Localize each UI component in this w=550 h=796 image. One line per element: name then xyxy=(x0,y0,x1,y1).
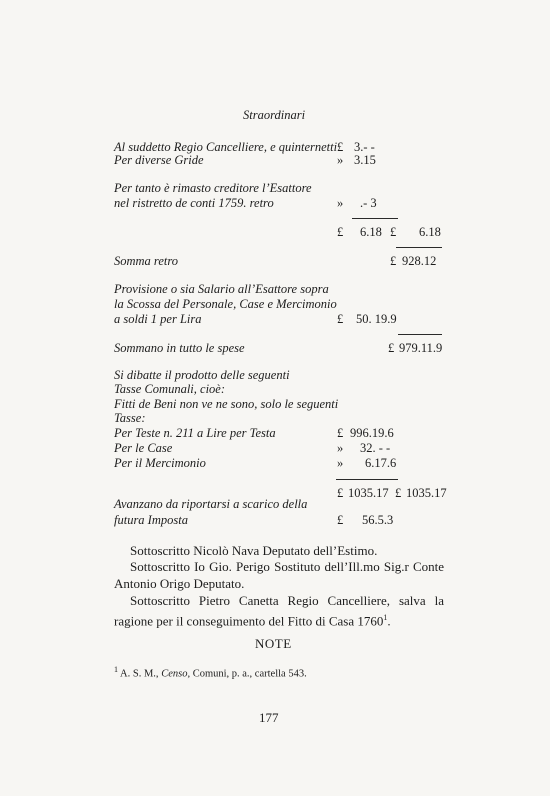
signature-text: Sottoscritto Pietro Canetta Regio Cancelliere, salva la ragione per il conseguimento del Fitto di Casa 1760 xyxy=(114,593,444,629)
ledger-desc: Provisione o sia Salario all’Esattore sopra xyxy=(114,282,329,296)
sum-rule xyxy=(398,334,442,335)
footnote-text-a: A. S. M., xyxy=(120,668,162,680)
ledger-amount: 6.17.6 xyxy=(365,456,397,470)
ledger-desc: Per il Mercimonio xyxy=(114,456,206,470)
ledger-mark: £ xyxy=(337,225,344,239)
ledger-desc: Tasse Comunali, cioè: xyxy=(114,382,225,396)
ledger-total: 1035.17 xyxy=(406,486,447,500)
ledger-desc: Si dibatte il prodotto delle seguenti xyxy=(114,368,290,382)
ledger-mark: £ xyxy=(388,341,395,355)
ledger-mark: £ xyxy=(390,225,397,239)
ledger-desc: Al suddetto Regio Cancelliere, e quinternetti xyxy=(114,140,338,154)
ledger-subtotal: 1035.17 xyxy=(348,486,389,500)
ledger-desc: Per Teste n. 211 a Lire per Testa xyxy=(114,426,276,440)
ledger-mark: £ xyxy=(390,254,397,268)
ledger-desc: nel ristretto de conti 1759. retro xyxy=(114,196,274,210)
signature-paragraph xyxy=(114,592,444,629)
ledger-desc: Per diverse Gride xyxy=(114,153,204,167)
footnote-number: 1 xyxy=(114,665,118,674)
ledger-mark: £ xyxy=(337,426,344,440)
ledger-total: 979.11.9 xyxy=(399,341,443,355)
ledger-mark: » xyxy=(337,196,344,210)
ledger-mark: £ xyxy=(395,486,402,500)
ledger-amount: 56.5.3 xyxy=(362,513,394,527)
footnote xyxy=(114,665,307,680)
ledger-desc: Somma retro xyxy=(114,254,179,268)
footnote-text-italic: Censo, xyxy=(161,668,191,680)
period: . xyxy=(387,613,391,629)
ledger-amount: 32. - - xyxy=(360,441,391,455)
ledger-total: 928.12 xyxy=(402,254,437,268)
ledger-mark: £ xyxy=(337,312,344,326)
ledger-mark: £ xyxy=(337,140,344,154)
section-heading: Straordinari xyxy=(243,108,306,122)
ledger-mark: » xyxy=(337,456,344,470)
ledger-amount: 3.- - xyxy=(354,140,375,154)
ledger-amount: 996.19.6 xyxy=(350,426,394,440)
ledger-total: 6.18 xyxy=(419,225,441,239)
ledger-desc: a soldi 1 per Lira xyxy=(114,312,202,326)
sum-rule xyxy=(352,218,398,219)
ledger-mark: » xyxy=(337,441,344,455)
ledger-desc: la Scossa del Personale, Case e Mercimonio xyxy=(114,297,337,311)
ledger-desc: Tasse: xyxy=(114,411,146,425)
ledger-desc: Avanzano da riportarsi a scarico della xyxy=(114,497,308,511)
sum-rule xyxy=(336,479,398,480)
ledger-desc: futura Imposta xyxy=(114,513,188,527)
sum-rule xyxy=(396,247,442,248)
notes-heading: NOTE xyxy=(255,636,292,651)
ledger-desc: Per tanto è rimasto creditore l’Esattore xyxy=(114,181,312,195)
ledger-mark: £ xyxy=(337,486,344,500)
ledger-amount: .- 3 xyxy=(360,196,377,210)
ledger-mark: £ xyxy=(337,513,344,527)
ledger-subtotal: 6.18 xyxy=(360,225,382,239)
footnote-marker: 1 xyxy=(383,613,388,622)
page-number: 177 xyxy=(259,710,279,725)
ledger-desc: Sommano in tutto le spese xyxy=(114,341,245,355)
ledger-amount: 3.15 xyxy=(354,153,376,167)
signature-paragraph: Sottoscritto Io Gio. Perigo Sostituto dell’Ill.mo Sig.r Conte Antonio Origo Deputato. xyxy=(114,559,444,591)
ledger-mark: » xyxy=(337,153,344,167)
signature-line: Sottoscritto Nicolò Nava Deputato dell’Estimo. xyxy=(130,543,378,558)
ledger-desc: Per le Case xyxy=(114,441,173,455)
footnote-text-b: Comuni, p. a., cartella 543. xyxy=(190,668,307,680)
ledger-amount: 50. 19.9 xyxy=(356,312,397,326)
ledger-desc: Fitti de Beni non ve ne sono, solo le seguenti xyxy=(114,397,339,411)
